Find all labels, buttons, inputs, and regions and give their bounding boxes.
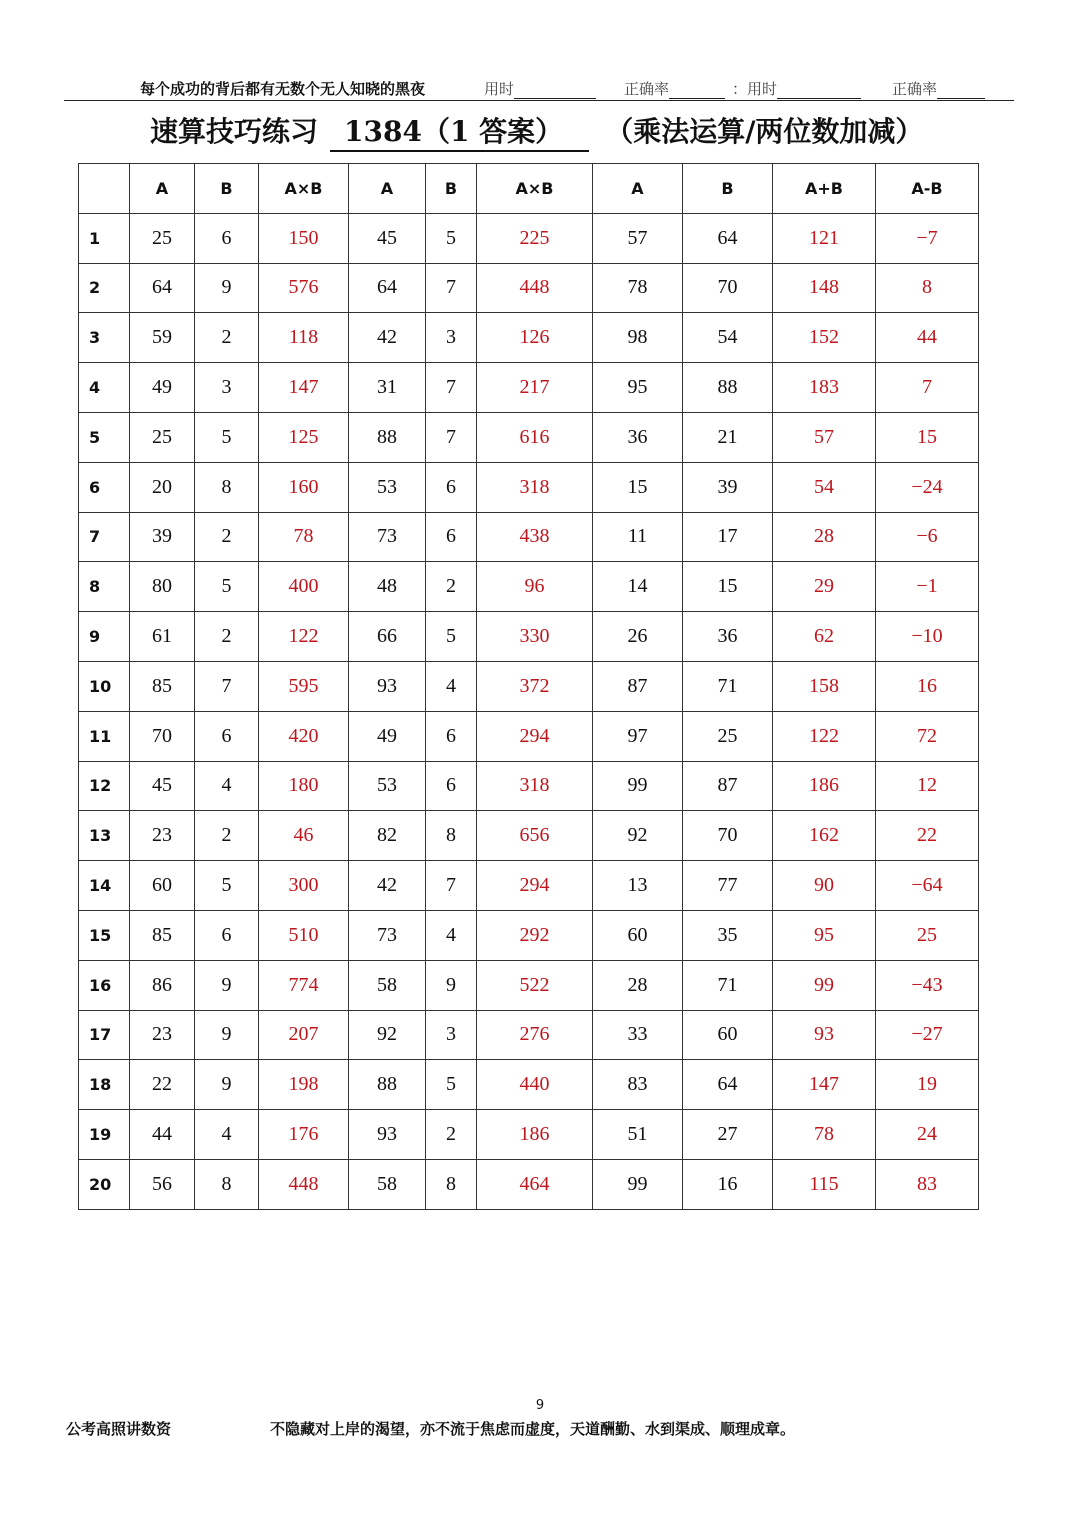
operand-cell: 93 bbox=[349, 1110, 426, 1160]
column-header: B bbox=[683, 164, 773, 214]
operand-cell: 95 bbox=[593, 363, 683, 413]
answer-cell: 400 bbox=[259, 562, 349, 612]
operand-cell: 48 bbox=[349, 562, 426, 612]
operand-cell: 99 bbox=[593, 1159, 683, 1209]
page-number: 9 bbox=[535, 1398, 545, 1413]
answer-cell: 186 bbox=[477, 1110, 593, 1160]
table-body bbox=[79, 213, 979, 1209]
answer-cell: 300 bbox=[259, 861, 349, 911]
operand-cell: 33 bbox=[593, 1010, 683, 1060]
table-row bbox=[79, 612, 979, 662]
operand-cell: 3 bbox=[426, 313, 477, 363]
operand-cell: 5 bbox=[195, 562, 259, 612]
column-header: A bbox=[349, 164, 426, 214]
answer-cell: 225 bbox=[477, 213, 593, 263]
operand-cell: 42 bbox=[349, 861, 426, 911]
operand-cell: 64 bbox=[683, 213, 773, 263]
answer-cell: 122 bbox=[773, 711, 876, 761]
operand-cell: 92 bbox=[593, 811, 683, 861]
table-header-row bbox=[79, 164, 979, 214]
answer-cell: 19 bbox=[876, 1060, 979, 1110]
row-index: 3 bbox=[79, 313, 130, 363]
time-label-2: 用时 bbox=[747, 80, 778, 98]
answer-cell: −27 bbox=[876, 1010, 979, 1060]
operand-cell: 2 bbox=[195, 811, 259, 861]
operand-cell: 59 bbox=[130, 313, 195, 363]
operand-cell: 7 bbox=[426, 363, 477, 413]
answer-cell: 276 bbox=[477, 1010, 593, 1060]
operand-cell: 20 bbox=[130, 462, 195, 512]
footer-right: 不隐藏对上岸的渴望，亦不流于焦虑而虚度，天道酬勤、水到渠成、顺理成章。 bbox=[270, 1420, 796, 1438]
answer-cell: 576 bbox=[259, 263, 349, 313]
answer-cell: 96 bbox=[477, 562, 593, 612]
operand-cell: 2 bbox=[195, 313, 259, 363]
answer-cell: 57 bbox=[773, 412, 876, 462]
operand-cell: 7 bbox=[426, 861, 477, 911]
operand-cell: 58 bbox=[349, 1159, 426, 1209]
operand-cell: 8 bbox=[426, 811, 477, 861]
answer-cell: 125 bbox=[259, 412, 349, 462]
row-index: 5 bbox=[79, 412, 130, 462]
operand-cell: 35 bbox=[683, 910, 773, 960]
answer-cell: 121 bbox=[773, 213, 876, 263]
operand-cell: 88 bbox=[349, 412, 426, 462]
operand-cell: 87 bbox=[593, 661, 683, 711]
operand-cell: 9 bbox=[195, 263, 259, 313]
operand-cell: 5 bbox=[426, 213, 477, 263]
table-row bbox=[79, 661, 979, 711]
row-index: 9 bbox=[79, 612, 130, 662]
answer-cell: −64 bbox=[876, 861, 979, 911]
accuracy-label-1: 正确率 bbox=[624, 80, 670, 98]
answer-cell: 24 bbox=[876, 1110, 979, 1160]
answer-cell: −1 bbox=[876, 562, 979, 612]
operand-cell: 88 bbox=[349, 1060, 426, 1110]
operand-cell: 36 bbox=[683, 612, 773, 662]
time-label-1: 用时 bbox=[484, 80, 515, 98]
operand-cell: 70 bbox=[683, 811, 773, 861]
operand-cell: 45 bbox=[349, 213, 426, 263]
operand-cell: 9 bbox=[195, 960, 259, 1010]
answer-cell: 29 bbox=[773, 562, 876, 612]
row-index: 13 bbox=[79, 811, 130, 861]
answer-cell: 656 bbox=[477, 811, 593, 861]
row-index: 11 bbox=[79, 711, 130, 761]
answer-cell: 22 bbox=[876, 811, 979, 861]
operand-cell: 73 bbox=[349, 512, 426, 562]
header-separator: ： bbox=[732, 80, 748, 98]
operand-cell: 11 bbox=[593, 512, 683, 562]
operand-cell: 56 bbox=[130, 1159, 195, 1209]
operand-cell: 93 bbox=[349, 661, 426, 711]
operand-cell: 4 bbox=[426, 661, 477, 711]
footer-left: 公考高照讲数资 bbox=[66, 1420, 172, 1438]
answer-cell: 46 bbox=[259, 811, 349, 861]
operand-cell: 2 bbox=[426, 1110, 477, 1160]
operand-cell: 6 bbox=[426, 512, 477, 562]
operand-cell: 8 bbox=[426, 1159, 477, 1209]
answer-cell: 510 bbox=[259, 910, 349, 960]
answer-cell: 148 bbox=[773, 263, 876, 313]
answer-cell: 126 bbox=[477, 313, 593, 363]
answer-cell: 318 bbox=[477, 462, 593, 512]
operand-cell: 99 bbox=[593, 761, 683, 811]
operand-cell: 7 bbox=[426, 263, 477, 313]
answer-cell: 7 bbox=[876, 363, 979, 413]
answer-cell: 44 bbox=[876, 313, 979, 363]
answer-cell: 162 bbox=[773, 811, 876, 861]
operand-cell: 61 bbox=[130, 612, 195, 662]
operand-cell: 49 bbox=[349, 711, 426, 761]
answer-cell: 160 bbox=[259, 462, 349, 512]
page-title bbox=[150, 110, 950, 154]
answer-cell: −24 bbox=[876, 462, 979, 512]
operand-cell: 26 bbox=[593, 612, 683, 662]
answer-cell: 207 bbox=[259, 1010, 349, 1060]
answer-cell: 522 bbox=[477, 960, 593, 1010]
operand-cell: 78 bbox=[593, 263, 683, 313]
answer-cell: 15 bbox=[876, 412, 979, 462]
column-header: A bbox=[593, 164, 683, 214]
operand-cell: 57 bbox=[593, 213, 683, 263]
answer-cell: −43 bbox=[876, 960, 979, 1010]
table-row bbox=[79, 861, 979, 911]
operand-cell: 54 bbox=[683, 313, 773, 363]
time-blank-1 bbox=[514, 84, 596, 99]
operand-cell: 3 bbox=[426, 1010, 477, 1060]
operand-cell: 31 bbox=[349, 363, 426, 413]
row-index: 15 bbox=[79, 910, 130, 960]
operand-cell: 71 bbox=[683, 661, 773, 711]
answer-cell: 78 bbox=[259, 512, 349, 562]
answer-cell: 217 bbox=[477, 363, 593, 413]
answer-cell: 62 bbox=[773, 612, 876, 662]
row-index: 10 bbox=[79, 661, 130, 711]
column-header: A bbox=[130, 164, 195, 214]
answer-cell: 8 bbox=[876, 263, 979, 313]
page-header bbox=[64, 76, 1014, 101]
table-row bbox=[79, 562, 979, 612]
operand-cell: 9 bbox=[195, 1010, 259, 1060]
table-row bbox=[79, 313, 979, 363]
operand-cell: 7 bbox=[195, 661, 259, 711]
operand-cell: 60 bbox=[130, 861, 195, 911]
operand-cell: 6 bbox=[426, 711, 477, 761]
row-index: 2 bbox=[79, 263, 130, 313]
row-index: 6 bbox=[79, 462, 130, 512]
answer-cell: 90 bbox=[773, 861, 876, 911]
operand-cell: 6 bbox=[426, 761, 477, 811]
answer-cell: −7 bbox=[876, 213, 979, 263]
operand-cell: 6 bbox=[426, 462, 477, 512]
answer-cell: 95 bbox=[773, 910, 876, 960]
table-row bbox=[79, 1110, 979, 1160]
operand-cell: 5 bbox=[195, 861, 259, 911]
row-index: 16 bbox=[79, 960, 130, 1010]
operand-cell: 53 bbox=[349, 761, 426, 811]
accuracy-field-2 bbox=[892, 78, 985, 99]
operand-cell: 15 bbox=[683, 562, 773, 612]
row-index: 20 bbox=[79, 1159, 130, 1209]
answer-cell: 72 bbox=[876, 711, 979, 761]
operand-cell: 73 bbox=[349, 910, 426, 960]
answer-cell: 12 bbox=[876, 761, 979, 811]
operand-cell: 6 bbox=[195, 711, 259, 761]
operand-cell: 8 bbox=[195, 1159, 259, 1209]
operand-cell: 71 bbox=[683, 960, 773, 1010]
answer-cell: 198 bbox=[259, 1060, 349, 1110]
accuracy-blank-2 bbox=[937, 84, 985, 99]
operand-cell: 4 bbox=[195, 1110, 259, 1160]
operand-cell: 64 bbox=[130, 263, 195, 313]
row-index: 19 bbox=[79, 1110, 130, 1160]
row-index: 7 bbox=[79, 512, 130, 562]
operand-cell: 6 bbox=[195, 910, 259, 960]
table-row bbox=[79, 960, 979, 1010]
operand-cell: 80 bbox=[130, 562, 195, 612]
time-blank-2 bbox=[777, 84, 861, 99]
row-index: 17 bbox=[79, 1010, 130, 1060]
answer-cell: 294 bbox=[477, 711, 593, 761]
answer-cell: 118 bbox=[259, 313, 349, 363]
operand-cell: 87 bbox=[683, 761, 773, 811]
operand-cell: 77 bbox=[683, 861, 773, 911]
operand-cell: 36 bbox=[593, 412, 683, 462]
operand-cell: 5 bbox=[426, 1060, 477, 1110]
table-row bbox=[79, 213, 979, 263]
row-index: 14 bbox=[79, 861, 130, 911]
row-index: 4 bbox=[79, 363, 130, 413]
answer-cell: −10 bbox=[876, 612, 979, 662]
table-row bbox=[79, 462, 979, 512]
operand-cell: 25 bbox=[130, 213, 195, 263]
answer-cell: 464 bbox=[477, 1159, 593, 1209]
answer-cell: 176 bbox=[259, 1110, 349, 1160]
operand-cell: 13 bbox=[593, 861, 683, 911]
answer-cell: −6 bbox=[876, 512, 979, 562]
operand-cell: 14 bbox=[593, 562, 683, 612]
answer-cell: 16 bbox=[876, 661, 979, 711]
column-header: A+B bbox=[773, 164, 876, 214]
time-field-1 bbox=[484, 78, 596, 99]
column-header: B bbox=[195, 164, 259, 214]
answer-cell: 78 bbox=[773, 1110, 876, 1160]
answer-cell: 372 bbox=[477, 661, 593, 711]
answer-cell: 147 bbox=[259, 363, 349, 413]
operand-cell: 64 bbox=[349, 263, 426, 313]
answer-cell: 158 bbox=[773, 661, 876, 711]
answer-cell: 93 bbox=[773, 1010, 876, 1060]
answer-cell: 122 bbox=[259, 612, 349, 662]
operand-cell: 16 bbox=[683, 1159, 773, 1209]
table-row bbox=[79, 263, 979, 313]
accuracy-blank-1 bbox=[669, 84, 725, 99]
column-header: A-B bbox=[876, 164, 979, 214]
answer-cell: 448 bbox=[259, 1159, 349, 1209]
column-header: A×B bbox=[259, 164, 349, 214]
operand-cell: 42 bbox=[349, 313, 426, 363]
operand-cell: 53 bbox=[349, 462, 426, 512]
column-header bbox=[79, 164, 130, 214]
answer-cell: 180 bbox=[259, 761, 349, 811]
table-row bbox=[79, 761, 979, 811]
title-number: 1384（1 答案） bbox=[330, 110, 589, 152]
answer-cell: 318 bbox=[477, 761, 593, 811]
operand-cell: 86 bbox=[130, 960, 195, 1010]
operand-cell: 9 bbox=[195, 1060, 259, 1110]
answer-cell: 294 bbox=[477, 861, 593, 911]
operand-cell: 4 bbox=[426, 910, 477, 960]
operand-cell: 49 bbox=[130, 363, 195, 413]
operand-cell: 28 bbox=[593, 960, 683, 1010]
answer-cell: 440 bbox=[477, 1060, 593, 1110]
table-row bbox=[79, 711, 979, 761]
title-suffix: （乘法运算/两位数加减） bbox=[605, 115, 924, 148]
operand-cell: 51 bbox=[593, 1110, 683, 1160]
accuracy-label-2: 正确率 bbox=[892, 80, 938, 98]
operand-cell: 2 bbox=[426, 562, 477, 612]
answer-cell: 54 bbox=[773, 462, 876, 512]
column-header: A×B bbox=[477, 164, 593, 214]
operand-cell: 88 bbox=[683, 363, 773, 413]
operand-cell: 23 bbox=[130, 811, 195, 861]
table-row bbox=[79, 1060, 979, 1110]
operand-cell: 70 bbox=[130, 711, 195, 761]
answer-cell: 183 bbox=[773, 363, 876, 413]
operand-cell: 66 bbox=[349, 612, 426, 662]
operand-cell: 2 bbox=[195, 612, 259, 662]
operand-cell: 7 bbox=[426, 412, 477, 462]
practice-table bbox=[78, 163, 979, 1210]
answer-cell: 83 bbox=[876, 1159, 979, 1209]
row-index: 12 bbox=[79, 761, 130, 811]
operand-cell: 82 bbox=[349, 811, 426, 861]
operand-cell: 3 bbox=[195, 363, 259, 413]
operand-cell: 64 bbox=[683, 1060, 773, 1110]
answer-cell: 147 bbox=[773, 1060, 876, 1110]
time-field-2 bbox=[732, 78, 861, 99]
operand-cell: 9 bbox=[426, 960, 477, 1010]
operand-cell: 21 bbox=[683, 412, 773, 462]
operand-cell: 4 bbox=[195, 761, 259, 811]
row-index: 18 bbox=[79, 1060, 130, 1110]
table-row bbox=[79, 1010, 979, 1060]
answer-cell: 292 bbox=[477, 910, 593, 960]
row-index: 1 bbox=[79, 213, 130, 263]
answer-cell: 616 bbox=[477, 412, 593, 462]
operand-cell: 92 bbox=[349, 1010, 426, 1060]
answer-cell: 774 bbox=[259, 960, 349, 1010]
answer-cell: 448 bbox=[477, 263, 593, 313]
operand-cell: 23 bbox=[130, 1010, 195, 1060]
answer-cell: 152 bbox=[773, 313, 876, 363]
operand-cell: 22 bbox=[130, 1060, 195, 1110]
operand-cell: 5 bbox=[195, 412, 259, 462]
operand-cell: 15 bbox=[593, 462, 683, 512]
operand-cell: 85 bbox=[130, 661, 195, 711]
title-prefix: 速算技巧练习 bbox=[150, 115, 319, 148]
answer-cell: 150 bbox=[259, 213, 349, 263]
answer-cell: 438 bbox=[477, 512, 593, 562]
table-row bbox=[79, 811, 979, 861]
table-row bbox=[79, 363, 979, 413]
table-row bbox=[79, 1159, 979, 1209]
answer-cell: 28 bbox=[773, 512, 876, 562]
table-row bbox=[79, 910, 979, 960]
table-row bbox=[79, 512, 979, 562]
row-index: 8 bbox=[79, 562, 130, 612]
operand-cell: 25 bbox=[683, 711, 773, 761]
table-row bbox=[79, 412, 979, 462]
operand-cell: 58 bbox=[349, 960, 426, 1010]
operand-cell: 98 bbox=[593, 313, 683, 363]
answer-cell: 186 bbox=[773, 761, 876, 811]
operand-cell: 5 bbox=[426, 612, 477, 662]
operand-cell: 2 bbox=[195, 512, 259, 562]
operand-cell: 25 bbox=[130, 412, 195, 462]
operand-cell: 8 bbox=[195, 462, 259, 512]
operand-cell: 6 bbox=[195, 213, 259, 263]
accuracy-field-1 bbox=[624, 78, 725, 99]
operand-cell: 83 bbox=[593, 1060, 683, 1110]
answer-cell: 595 bbox=[259, 661, 349, 711]
answer-cell: 99 bbox=[773, 960, 876, 1010]
operand-cell: 27 bbox=[683, 1110, 773, 1160]
operand-cell: 44 bbox=[130, 1110, 195, 1160]
operand-cell: 85 bbox=[130, 910, 195, 960]
operand-cell: 17 bbox=[683, 512, 773, 562]
header-motto: 每个成功的背后都有无数个无人知晓的黑夜 bbox=[140, 80, 426, 98]
operand-cell: 60 bbox=[683, 1010, 773, 1060]
answer-cell: 330 bbox=[477, 612, 593, 662]
operand-cell: 70 bbox=[683, 263, 773, 313]
operand-cell: 60 bbox=[593, 910, 683, 960]
operand-cell: 39 bbox=[130, 512, 195, 562]
answer-cell: 25 bbox=[876, 910, 979, 960]
column-header: B bbox=[426, 164, 477, 214]
answer-cell: 420 bbox=[259, 711, 349, 761]
answer-cell: 115 bbox=[773, 1159, 876, 1209]
operand-cell: 97 bbox=[593, 711, 683, 761]
operand-cell: 39 bbox=[683, 462, 773, 512]
operand-cell: 45 bbox=[130, 761, 195, 811]
